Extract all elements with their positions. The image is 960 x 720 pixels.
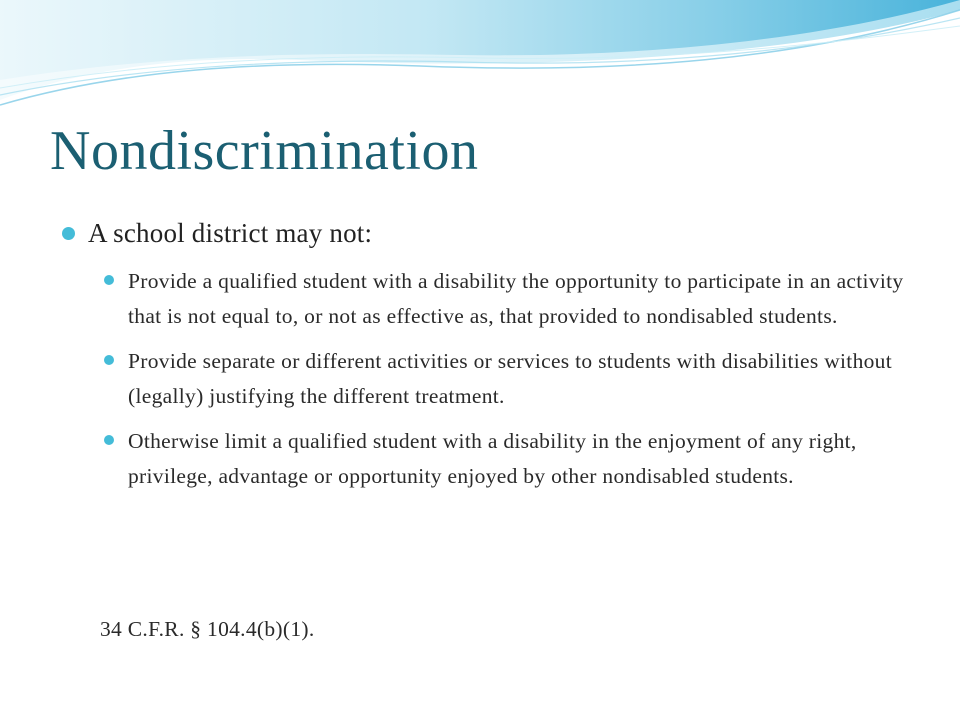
legal-citation: 34 C.F.R. § 104.4(b)(1). bbox=[100, 617, 315, 641]
level1-bullet-text: A school district may not: bbox=[88, 218, 373, 248]
sub-bullet-item bbox=[104, 344, 904, 414]
sub-bullet-text: Provide a qualified student with a disability the opportunity to participate in an activity that is not equal to, or not as effective as, that provided to nondisabled students. bbox=[128, 269, 904, 328]
level1-bullet-item bbox=[62, 213, 922, 253]
bullet-dot-icon bbox=[104, 435, 114, 445]
sub-bullet-list bbox=[104, 264, 904, 504]
bullet-dot-icon bbox=[104, 355, 114, 365]
sub-bullet-text: Provide separate or different activities or services to students with disabilities without (legally) justifying the different treatment. bbox=[128, 349, 893, 408]
bullet-dot-icon bbox=[62, 227, 75, 240]
slide-title: Nondiscrimination bbox=[50, 120, 479, 182]
bullet-dot-icon bbox=[104, 275, 114, 285]
sub-bullet-item bbox=[104, 264, 904, 334]
sub-bullet-text: Otherwise limit a qualified student with a disability in the enjoyment of any right, privilege, advantage or opportunity enjoyed by other nondisabled students. bbox=[128, 429, 857, 488]
sub-bullet-item bbox=[104, 424, 904, 494]
decorative-wave-banner bbox=[0, 0, 960, 130]
